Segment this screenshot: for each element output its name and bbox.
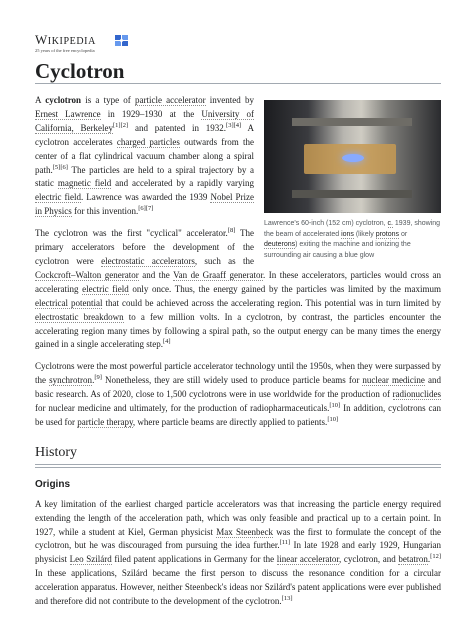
caption-link-ions[interactable]: ions [341,230,354,238]
wikipedia-header[interactable] [35,32,175,60]
citation[interactable]: [4] [162,338,171,346]
cyclotron-photo[interactable] [264,100,441,213]
wikipedia-tagline: 25 years of the free encyclopedia [35,48,95,53]
link-charged-particles[interactable]: charged particles [116,136,180,147]
intro-paragraph-1: A cyclotron is a type of particle accelerator invented by Ernest Lawrence in 1929–1930 at the University of California, Berkeley[1][2] and patented in 1932.[3][4] A cyclotron accelerates charged particles outwards from the center of a flat cylindrical vacuum chamber along a spiral path.[5][6] The particles are held to a spiral trajectory by a static magnetic field and accelerated by a rapidly varying electric field. Lawrence was awarded the 1939 Nobel Prize in Physics for this invention.[6][7] [35,95,255,217]
link-van-de-graaff[interactable]: Van de Graaff generator [173,269,263,280]
link-radionuclides[interactable]: radionuclides [392,389,441,400]
puzzle-globe-icon [115,35,129,47]
citation[interactable]: [11] [279,539,291,547]
wikipedia-wordmark[interactable]: WIKIPEDIA [35,32,96,47]
citation[interactable]: [10] [329,402,341,410]
caption-link-circa[interactable]: c. [387,220,393,227]
citation[interactable]: [8] [227,227,236,235]
link-electric-field[interactable]: electric field [82,283,129,294]
link-cockcroft-walton[interactable]: Cockcroft–Walton generator [35,269,139,280]
link-electric-field[interactable]: electric field [35,192,82,203]
figure-caption: Lawrence's 60-inch (152 cm) cyclotron, c. 1939, showing the beam of accelerated ions (likely protons or deuterons) exiting the machine and ionizing the surrounding air causing a blue glow [264,220,441,259]
caption-link-protons[interactable]: protons [375,230,400,238]
bold-term: cyclotron [45,95,82,105]
link-particle-accelerator[interactable]: particle accelerator [134,95,206,105]
link-uc-berkeley[interactable]: University of California, Berkeley [35,108,254,133]
citation[interactable]: [3][4] [226,121,242,129]
citation[interactable]: [9] [94,374,102,382]
section-divider [35,467,441,468]
infobox-figure [264,100,441,261]
citation[interactable]: [13] [281,595,293,603]
citation[interactable]: [5][6] [52,163,68,171]
link-electrostatic-breakdown[interactable]: electrostatic breakdown [35,311,124,322]
link-synchrotron[interactable]: synchrotron [49,375,93,386]
link-particle-therapy[interactable]: particle therapy [77,416,133,427]
caption-link-deuterons[interactable]: deuterons [264,241,296,248]
link-electrostatic-accelerators[interactable]: electrostatic accelerators [101,255,195,266]
link-nobel-prize-physics[interactable]: Nobel Prize in Physics [35,192,254,217]
link-linear-accelerator[interactable]: linear accelerator [276,554,340,565]
citation[interactable]: [12] [430,553,441,561]
citation[interactable]: [1][2] [113,121,129,129]
origins-paragraph: A key limitation of the earliest charged particle accelerators was that increasing the particle energy required extending the length of the acceleration path, which was only feasible and practical up to a certain point. In 1927, while a student at Kiel, German physicist Max Steenbeck was the first to formulate the concept of the cyclotron, but he was discouraged from pursuing the idea further.[11] In late 1928 and early 1929, Hungarian physicist Leo Szilárd filed patent applications in Germany for the linear accelerator, cyclotron, and betatron.[12] In these applications, Szilárd became the first person to discuss the resonance condition for a circular acceleration apparatus. However, neither Steenbeck's ideas nor Szilárd's patent applications were ever published and therefore did not contribute to the development of the cyclotron.[13] [35,498,442,607]
link-magnetic-field[interactable]: magnetic field [57,178,112,189]
section-heading-history: History [35,444,441,465]
link-ernest-lawrence[interactable]: Ernest Lawrence [35,108,101,119]
title-divider [35,83,441,84]
page-title: Cyclotron [35,59,125,83]
citation[interactable]: [10] [327,415,339,423]
citation[interactable]: [6][7] [138,205,154,213]
intro-paragraph-3: Cyclotrons were the most powerful particle accelerator technology until the 1950s, when they were surpassed by the synchrotron.[9] Nonetheless, they are still widely used to produce particle beams for nuclear medicine and basic research. As of 2020, close to 1,500 cyclotrons were in use worldwide for the production of radionuclides for nuclear medicine and ultimately, for the production of radiopharmaceuticals.[10] In addition, cyclotrons can be used for particle therapy, where particle beams are directly applied to patients.[10] [35,361,441,427]
intro-paragraph-2: The cyclotron was the first "cyclical" accelerator.[8] The primary accelerators before the development of the cyclotron were electrostatic accelerators, such as the Cockcroft–Walton generator and the Van de Graaff generator. In these accelerators, particles would cross an accelerating electric field only once. Thus, the energy gained by the particles was limited by the maximum electrical potential that could be achieved across the accelerating region. This potential was in turn limited by electrostatic breakdown to a few million volts. In a cyclotron, by contrast, the particles encounter the accelerating region many times by following a spiral path, so the output energy can be many times the energy gained in a single accelerating step.[4] [35,227,441,350]
link-electrical-potential[interactable]: electrical potential [35,297,103,308]
link-leo-szilard[interactable]: Leo Szilárd [69,554,112,565]
subsection-heading-origins: Origins [35,478,71,490]
link-max-steenbeck[interactable]: Max Steenbeck [216,526,274,537]
link-nuclear-medicine[interactable]: nuclear medicine [362,375,425,386]
link-betatron[interactable]: betatron [398,554,428,565]
article-body [35,94,441,617]
